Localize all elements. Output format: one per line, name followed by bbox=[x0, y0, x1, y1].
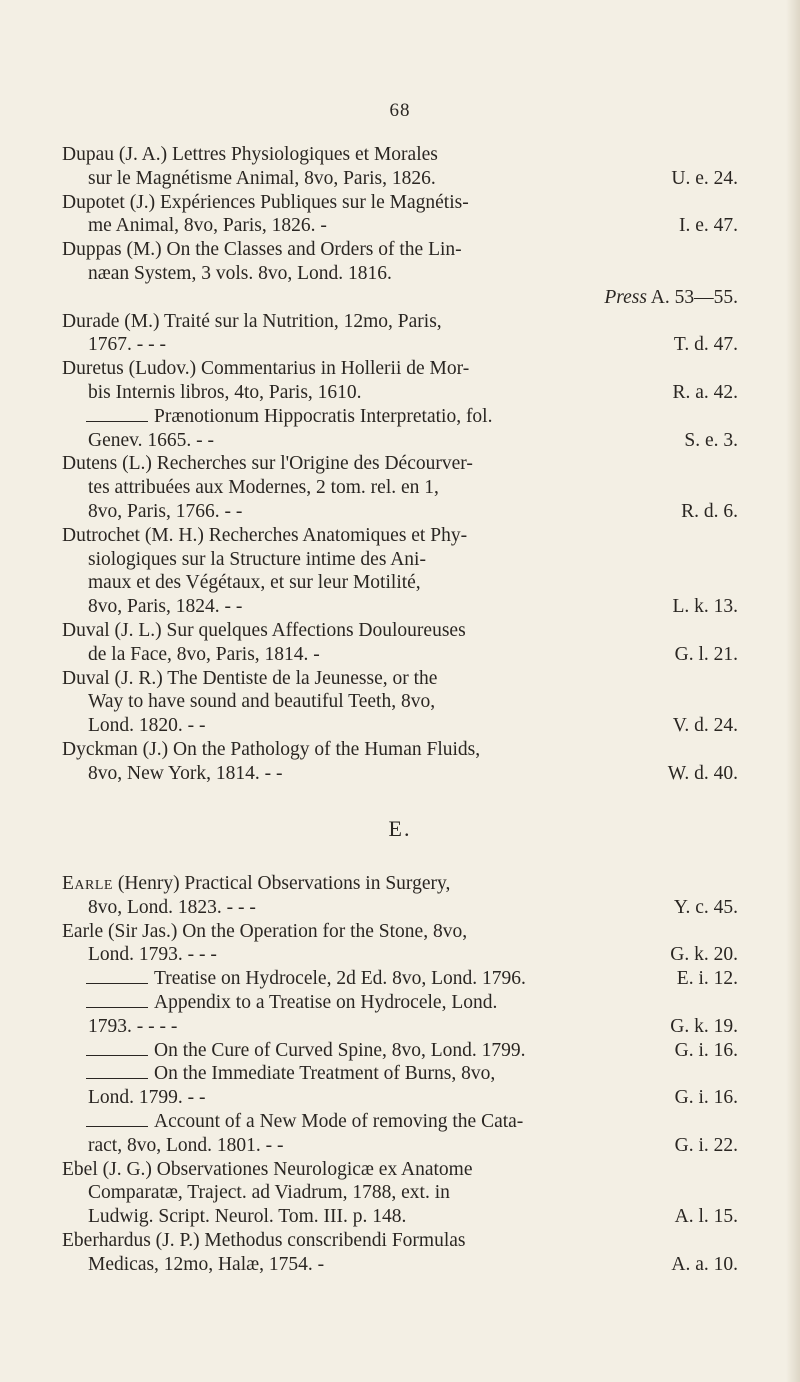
entry-line bbox=[62, 310, 738, 334]
shelf-reference: G. l. 21. bbox=[674, 643, 738, 665]
entry-text-body: Way to have sound and beautiful Teeth, 8vo, bbox=[88, 691, 436, 713]
entry-text bbox=[88, 1181, 450, 1205]
entry-line bbox=[62, 191, 738, 215]
entry-text bbox=[62, 524, 467, 548]
entry-text-body: ract, 8vo, Lond. 1801. - - bbox=[88, 1134, 284, 1156]
shelf-reference: G. i. 16. bbox=[674, 1039, 738, 1061]
entry-text-body: maux et des Végétaux, et sur leur Motilité, bbox=[88, 572, 421, 594]
entry-text bbox=[154, 1110, 523, 1134]
entry-text bbox=[88, 381, 362, 405]
entry-text-body: tes attribuées aux Modernes, 2 tom. rel. en 1, bbox=[88, 477, 439, 499]
entry-text bbox=[88, 595, 242, 619]
entry-line bbox=[62, 143, 738, 167]
entry-line bbox=[62, 1134, 738, 1158]
page-edge-shadow bbox=[786, 0, 800, 1382]
catalogue-entry bbox=[62, 619, 738, 667]
catalogue-entry bbox=[62, 667, 738, 738]
entry-text-body: Genev. 1665. - - bbox=[88, 429, 214, 451]
entry-line bbox=[62, 548, 738, 572]
shelf-reference: R. d. 6. bbox=[681, 500, 738, 522]
entry-text bbox=[88, 571, 421, 595]
entry-text-body: Lond. 1793. - - - bbox=[88, 944, 217, 966]
shelf-reference: V. d. 24. bbox=[672, 715, 738, 737]
entry-line bbox=[62, 872, 738, 896]
section-heading-e: E. bbox=[388, 816, 412, 841]
shelf-reference: Press A. 53—55. bbox=[604, 286, 738, 308]
entry-text bbox=[62, 920, 467, 944]
entry-text bbox=[62, 238, 462, 262]
shelf-reference: G. k. 19. bbox=[670, 1015, 738, 1037]
shelf-reference: G. i. 22. bbox=[674, 1134, 738, 1156]
catalogue-entry bbox=[62, 872, 738, 920]
shelf-reference: T. d. 47. bbox=[673, 334, 738, 356]
entry-line bbox=[62, 1039, 738, 1063]
entry-line bbox=[62, 1253, 738, 1277]
entry-text-body: me Animal, 8vo, Paris, 1826. - bbox=[88, 215, 327, 237]
catalogue-entry bbox=[62, 357, 738, 405]
entry-text bbox=[88, 333, 166, 357]
catalogue-entry bbox=[62, 1039, 738, 1063]
entry-text bbox=[62, 191, 469, 215]
entry-line bbox=[62, 262, 738, 286]
entry-text-body: 8vo, Lond. 1823. - - - bbox=[88, 896, 256, 918]
entry-line bbox=[62, 1015, 738, 1039]
entry-text-body: On the Immediate Treatment of Burns, 8vo, bbox=[154, 1063, 496, 1085]
ditto-dash bbox=[86, 1007, 148, 1008]
entry-line bbox=[62, 920, 738, 944]
entry-line bbox=[62, 738, 738, 762]
entry-text-body: Dutens (L.) Recherches sur l'Origine des Décourver- bbox=[62, 453, 473, 475]
entry-author-smallcaps: Earle bbox=[62, 873, 113, 894]
entry-text-body: 8vo, Paris, 1824. - - bbox=[88, 596, 243, 618]
entry-line bbox=[62, 690, 738, 714]
shelf-reference: E. i. 12. bbox=[676, 968, 738, 990]
entry-text-body: Duppas (M.) On the Classes and Orders of the Lin- bbox=[62, 239, 462, 261]
entry-line bbox=[62, 214, 738, 238]
entry-line bbox=[62, 500, 738, 524]
entry-text-body: Earle (Sir Jas.) On the Operation for the Stone, 8vo, bbox=[62, 920, 468, 942]
entry-text bbox=[154, 1062, 495, 1086]
shelf-reference: S. e. 3. bbox=[684, 429, 738, 451]
catalogue-entry bbox=[62, 738, 738, 786]
catalogue-entry bbox=[62, 1110, 738, 1158]
entry-text-body: Treatise on Hydrocele, 2d Ed. 8vo, Lond. 1796. bbox=[154, 968, 526, 990]
entry-text bbox=[88, 1134, 284, 1158]
entry-text-body: Durade (M.) Traité sur la Nutrition, 12mo, Paris, bbox=[62, 310, 442, 332]
catalogue-entry bbox=[62, 405, 738, 453]
entry-text-body: de la Face, 8vo, Paris, 1814. - bbox=[88, 643, 320, 665]
entry-line bbox=[62, 714, 738, 738]
entry-text-body: (Henry) Practical Observations in Surgery, bbox=[112, 873, 451, 894]
catalogue-entry bbox=[62, 991, 738, 1039]
entry-text-body: 8vo, New York, 1814. - - bbox=[88, 762, 283, 784]
entry-text bbox=[88, 690, 435, 714]
entry-text bbox=[88, 476, 439, 500]
catalogue-entry bbox=[62, 310, 738, 358]
catalogue-entry bbox=[62, 452, 738, 523]
shelf-reference: I. e. 47. bbox=[678, 215, 738, 237]
entry-text bbox=[88, 1205, 406, 1229]
entry-text bbox=[88, 214, 327, 238]
entry-text bbox=[62, 872, 450, 896]
entry-text bbox=[62, 143, 438, 167]
entry-text-body: 1767. - - - bbox=[88, 334, 166, 356]
entry-line bbox=[62, 1086, 738, 1110]
entry-line bbox=[62, 1229, 738, 1253]
catalogue-entry bbox=[62, 1158, 738, 1229]
ditto-dash bbox=[86, 1055, 148, 1056]
entry-line bbox=[62, 896, 738, 920]
entry-text bbox=[62, 1229, 465, 1253]
ditto-dash bbox=[86, 421, 148, 422]
entry-line bbox=[62, 1158, 738, 1182]
shelf-reference: W. d. 40. bbox=[667, 762, 738, 784]
entry-text-body: Account of a New Mode of removing the Cata- bbox=[154, 1110, 524, 1132]
shelf-reference: L. k. 13. bbox=[672, 596, 738, 618]
shelf-reference: A. l. 15. bbox=[674, 1206, 738, 1228]
entry-text bbox=[62, 1158, 472, 1182]
page-number: 68 bbox=[389, 100, 411, 121]
entry-line bbox=[62, 429, 738, 453]
shelf-reference: R. a. 42. bbox=[672, 381, 738, 403]
entry-text bbox=[62, 738, 480, 762]
entry-text bbox=[88, 1253, 324, 1277]
entry-text bbox=[88, 429, 214, 453]
entry-text bbox=[154, 1039, 526, 1063]
entry-text bbox=[88, 762, 282, 786]
catalogue-entry bbox=[62, 967, 738, 991]
entry-text-body: Ludwig. Script. Neurol. Tom. III. p. 148. bbox=[88, 1206, 407, 1228]
entry-line bbox=[62, 762, 738, 786]
entry-text bbox=[88, 1015, 177, 1039]
entry-text-body: Lond. 1820. - - bbox=[88, 715, 206, 737]
entry-line bbox=[62, 943, 738, 967]
entry-line bbox=[62, 1205, 738, 1229]
entry-text bbox=[62, 357, 469, 381]
entry-text-body: Lond. 1799. - - bbox=[88, 1087, 206, 1109]
entry-text bbox=[88, 262, 392, 286]
entry-line bbox=[62, 286, 738, 310]
entry-text bbox=[88, 714, 206, 738]
entry-text-body: siologiques sur la Structure intime des Ani- bbox=[88, 548, 426, 570]
entry-line bbox=[62, 524, 738, 548]
entry-text-body: Duval (J. R.) The Dentiste de la Jeunesse, or the bbox=[62, 667, 438, 689]
entry-text-body: Prænotionum Hippocratis Interpretatio, fol. bbox=[154, 405, 493, 427]
entry-line bbox=[62, 333, 738, 357]
entry-text bbox=[154, 967, 526, 991]
entry-text-body: Duretus (Ludov.) Commentarius in Hollerii de Mor- bbox=[62, 358, 470, 380]
entry-text-body: bis Internis libros, 4to, Paris, 1610. bbox=[88, 381, 362, 403]
entry-line bbox=[62, 619, 738, 643]
entry-text-body: On the Cure of Curved Spine, 8vo, Lond. 1799. bbox=[154, 1039, 526, 1061]
entry-line bbox=[62, 381, 738, 405]
entry-text-body: Comparatæ, Traject. ad Viadrum, 1788, ext. in bbox=[88, 1182, 450, 1204]
entry-text-body: 1793. - - - - bbox=[88, 1015, 178, 1037]
entry-text-body: Ebel (J. G.) Observationes Neurologicæ ex Anatome bbox=[62, 1158, 473, 1180]
entry-line bbox=[62, 643, 738, 667]
entry-line bbox=[62, 405, 738, 429]
entry-text-body: næan System, 3 vols. 8vo, Lond. 1816. bbox=[88, 262, 392, 284]
shelf-reference: A. a. 10. bbox=[671, 1253, 738, 1275]
entry-text-body: Appendix to a Treatise on Hydrocele, Lond. bbox=[154, 991, 498, 1013]
shelf-reference: U. e. 24. bbox=[671, 167, 738, 189]
entry-line bbox=[62, 476, 738, 500]
ditto-dash bbox=[86, 1078, 148, 1079]
catalogue-entries-d bbox=[62, 143, 738, 786]
catalogue-entry bbox=[62, 920, 738, 968]
catalogue-entry bbox=[62, 524, 738, 619]
entry-line bbox=[62, 595, 738, 619]
catalogue-entries-e bbox=[62, 872, 738, 1277]
entry-text bbox=[62, 452, 473, 476]
entry-text bbox=[62, 619, 466, 643]
entry-text-body: Dyckman (J.) On the Pathology of the Human Fluids, bbox=[62, 738, 481, 760]
ditto-dash bbox=[86, 983, 148, 984]
entry-line bbox=[62, 967, 738, 991]
entry-text bbox=[88, 943, 217, 967]
entry-text bbox=[62, 667, 437, 691]
catalogue-entry bbox=[62, 143, 738, 191]
shelf-reference: G. i. 16. bbox=[674, 1087, 738, 1109]
entry-text bbox=[88, 167, 436, 191]
entry-text bbox=[88, 896, 256, 920]
entry-text bbox=[88, 548, 426, 572]
entry-line bbox=[62, 238, 738, 262]
entry-text bbox=[88, 643, 320, 667]
entry-text bbox=[88, 500, 242, 524]
entry-line bbox=[62, 1181, 738, 1205]
entry-line bbox=[62, 667, 738, 691]
entry-text-body: Duval (J. L.) Sur quelques Affections Douloureuses bbox=[62, 619, 466, 641]
entry-line bbox=[62, 571, 738, 595]
entry-text-body: Dutrochet (M. H.) Recherches Anatomiques et Phy- bbox=[62, 524, 468, 546]
entry-text-body: Dupau (J. A.) Lettres Physiologiques et Morales bbox=[62, 144, 438, 165]
catalogue-entry bbox=[62, 1062, 738, 1110]
entry-line bbox=[62, 167, 738, 191]
entry-text-body: sur le Magnétisme Animal, 8vo, Paris, 1826. bbox=[88, 167, 436, 189]
entry-line bbox=[62, 991, 738, 1015]
entry-line bbox=[62, 1110, 738, 1134]
catalogue-entry bbox=[62, 1229, 738, 1277]
entry-line bbox=[62, 357, 738, 381]
entry-text-body: Dupotet (J.) Expériences Publiques sur le Magnétis- bbox=[62, 191, 469, 213]
entry-text-body: Medicas, 12mo, Halæ, 1754. - bbox=[88, 1253, 325, 1275]
shelf-reference-label: Press bbox=[604, 286, 647, 308]
entry-text bbox=[62, 310, 442, 334]
entry-text bbox=[154, 991, 497, 1015]
entry-text bbox=[88, 1086, 206, 1110]
entry-text-body: Eberhardus (J. P.) Methodus conscribendi Formulas bbox=[62, 1229, 466, 1251]
entry-text bbox=[154, 405, 492, 429]
ditto-dash bbox=[86, 1126, 148, 1127]
shelf-reference: G. k. 20. bbox=[670, 944, 738, 966]
catalogue-entry bbox=[62, 191, 738, 239]
entry-text-body: 8vo, Paris, 1766. - - bbox=[88, 500, 243, 522]
entry-line bbox=[62, 452, 738, 476]
catalogue-entry bbox=[62, 238, 738, 309]
entry-line bbox=[62, 1062, 738, 1086]
shelf-reference: Y. c. 45. bbox=[673, 896, 738, 918]
